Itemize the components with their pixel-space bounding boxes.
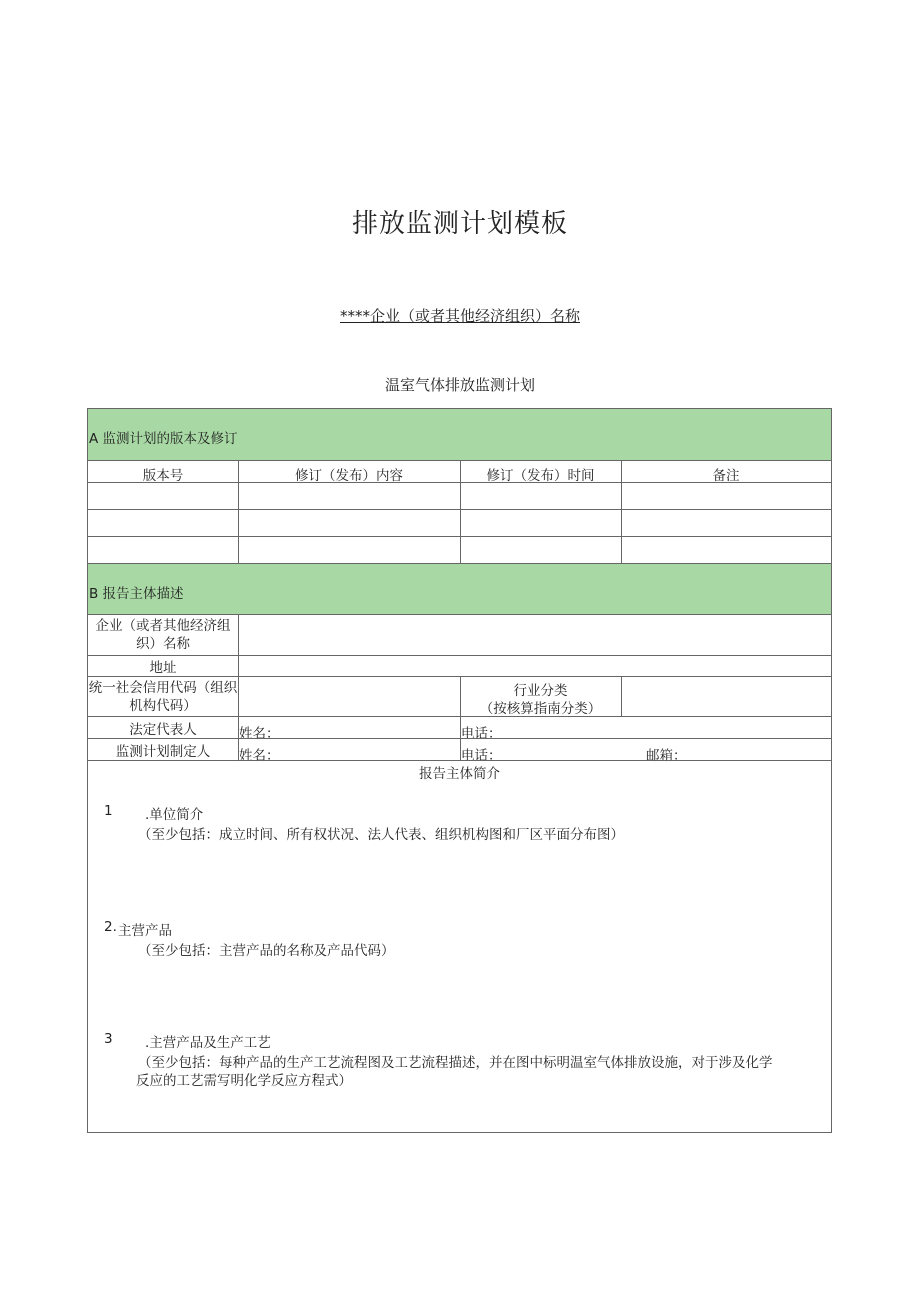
- address-label: 地址: [149, 660, 177, 676]
- planner-label: 监测计划制定人: [115, 744, 211, 760]
- section-b-heading: B 报告主体描述: [89, 586, 184, 602]
- table-row[interactable]: [88, 483, 831, 509]
- table-row[interactable]: [88, 510, 831, 536]
- item-2-title: 主营产品: [118, 923, 172, 939]
- item-1-title: .单位简介: [145, 807, 204, 823]
- industry-label: 行业分类: [513, 683, 568, 699]
- legal-rep-label: 法定代表人: [129, 722, 197, 738]
- legal-rep-name-label: 姓名：: [239, 726, 280, 742]
- col-remarks: 备注: [712, 468, 740, 484]
- legal-rep-phone-label: 电话：: [461, 726, 502, 742]
- planner-email-label: 邮箱：: [646, 748, 687, 764]
- item-3-title: .主营产品及生产工艺: [145, 1035, 271, 1051]
- item-2-desc: （至少包括：主营产品的名称及产品代码）: [138, 943, 395, 959]
- monitoring-plan-table: [87, 408, 832, 1133]
- org-name-label: 企业（或者其他经济组织）名称: [95, 618, 231, 652]
- credit-code-field[interactable]: [239, 677, 460, 716]
- section-b-header-bg: [88, 564, 831, 614]
- col-revision-time: 修订（发布）时间: [486, 468, 595, 484]
- credit-code-label: 统一社会信用代码（组织机构代码）: [88, 680, 238, 714]
- col-revision-content: 修订（发布）内容: [295, 468, 403, 484]
- industry-label-block: [460, 682, 621, 716]
- plan-subtitle: 温室气体排放监测计划: [384, 376, 535, 394]
- item-2-number: 2.: [104, 919, 117, 935]
- section-a-heading: A 监测计划的版本及修订: [89, 431, 238, 447]
- org-name-field[interactable]: [239, 615, 831, 655]
- intro-heading: 报告主体简介: [419, 766, 500, 782]
- industry-note: （按核算指南分类）: [479, 701, 602, 716]
- table-row[interactable]: [88, 537, 831, 563]
- col-version: 版本号: [142, 468, 184, 484]
- document-title: 排放监测计划模板: [351, 209, 568, 239]
- company-name: ****企业（或者其他经济组织）名称: [339, 307, 580, 325]
- industry-field[interactable]: [622, 677, 831, 716]
- item-3-number: 3: [104, 1031, 113, 1047]
- address-field[interactable]: [239, 656, 831, 676]
- item-1-number: 1: [104, 803, 113, 819]
- planner-name-label: 姓名：: [239, 748, 280, 764]
- item-1-desc: （至少包括：成立时间、所有权状况、法人代表、组织机构图和厂区平面分布图）: [138, 827, 624, 843]
- item-3-desc: （至少包括：每种产品的生产工艺流程图及工艺流程描述，并在图中标明温室气体排放设施，对于涉及化学: [138, 1055, 773, 1071]
- planner-phone-label: 电话：: [461, 748, 502, 764]
- item-3-desc-cont: 反应的工艺需写明化学反应方程式）: [136, 1073, 352, 1089]
